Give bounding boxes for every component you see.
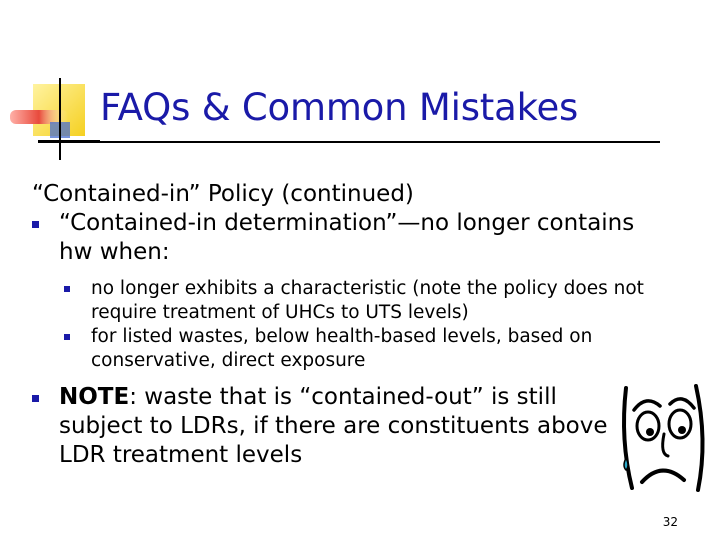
square-bullet-icon (32, 221, 39, 228)
title-underline (38, 141, 660, 143)
sub-bullet-text: for listed wastes, below health-based levels, based on conservative, direct exposure (91, 326, 593, 371)
square-bullet-icon (32, 395, 39, 402)
sub-bullet-listed-wastes (64, 325, 652, 373)
note-text: : waste that is “contained-out” is still subject to LDRs, if there are constituents above LDR treatment levels (59, 384, 608, 468)
sub-bullet-characteristic (64, 277, 652, 325)
slide-body (32, 180, 652, 470)
bullet-note (32, 383, 619, 470)
sub-bullet-text: no longer exhibits a characteristic (note the policy does not require treatment of UHCs to UTS levels) (91, 278, 644, 323)
worried-face-icon (612, 380, 712, 500)
square-bullet-icon (64, 334, 70, 340)
square-bullet-icon (64, 286, 70, 292)
sub-bullet-list (32, 277, 652, 373)
title-decoration-graphic (0, 0, 120, 170)
bullet-text: “Contained-in determination”—no longer contains hw when: (59, 210, 635, 265)
bullet-contained-in-determination (32, 209, 652, 267)
slide-title: FAQs & Common Mistakes (100, 86, 579, 129)
page-number: 32 (662, 515, 678, 529)
section-heading: “Contained-in” Policy (continued) (32, 181, 414, 207)
note-label: NOTE (59, 384, 130, 410)
